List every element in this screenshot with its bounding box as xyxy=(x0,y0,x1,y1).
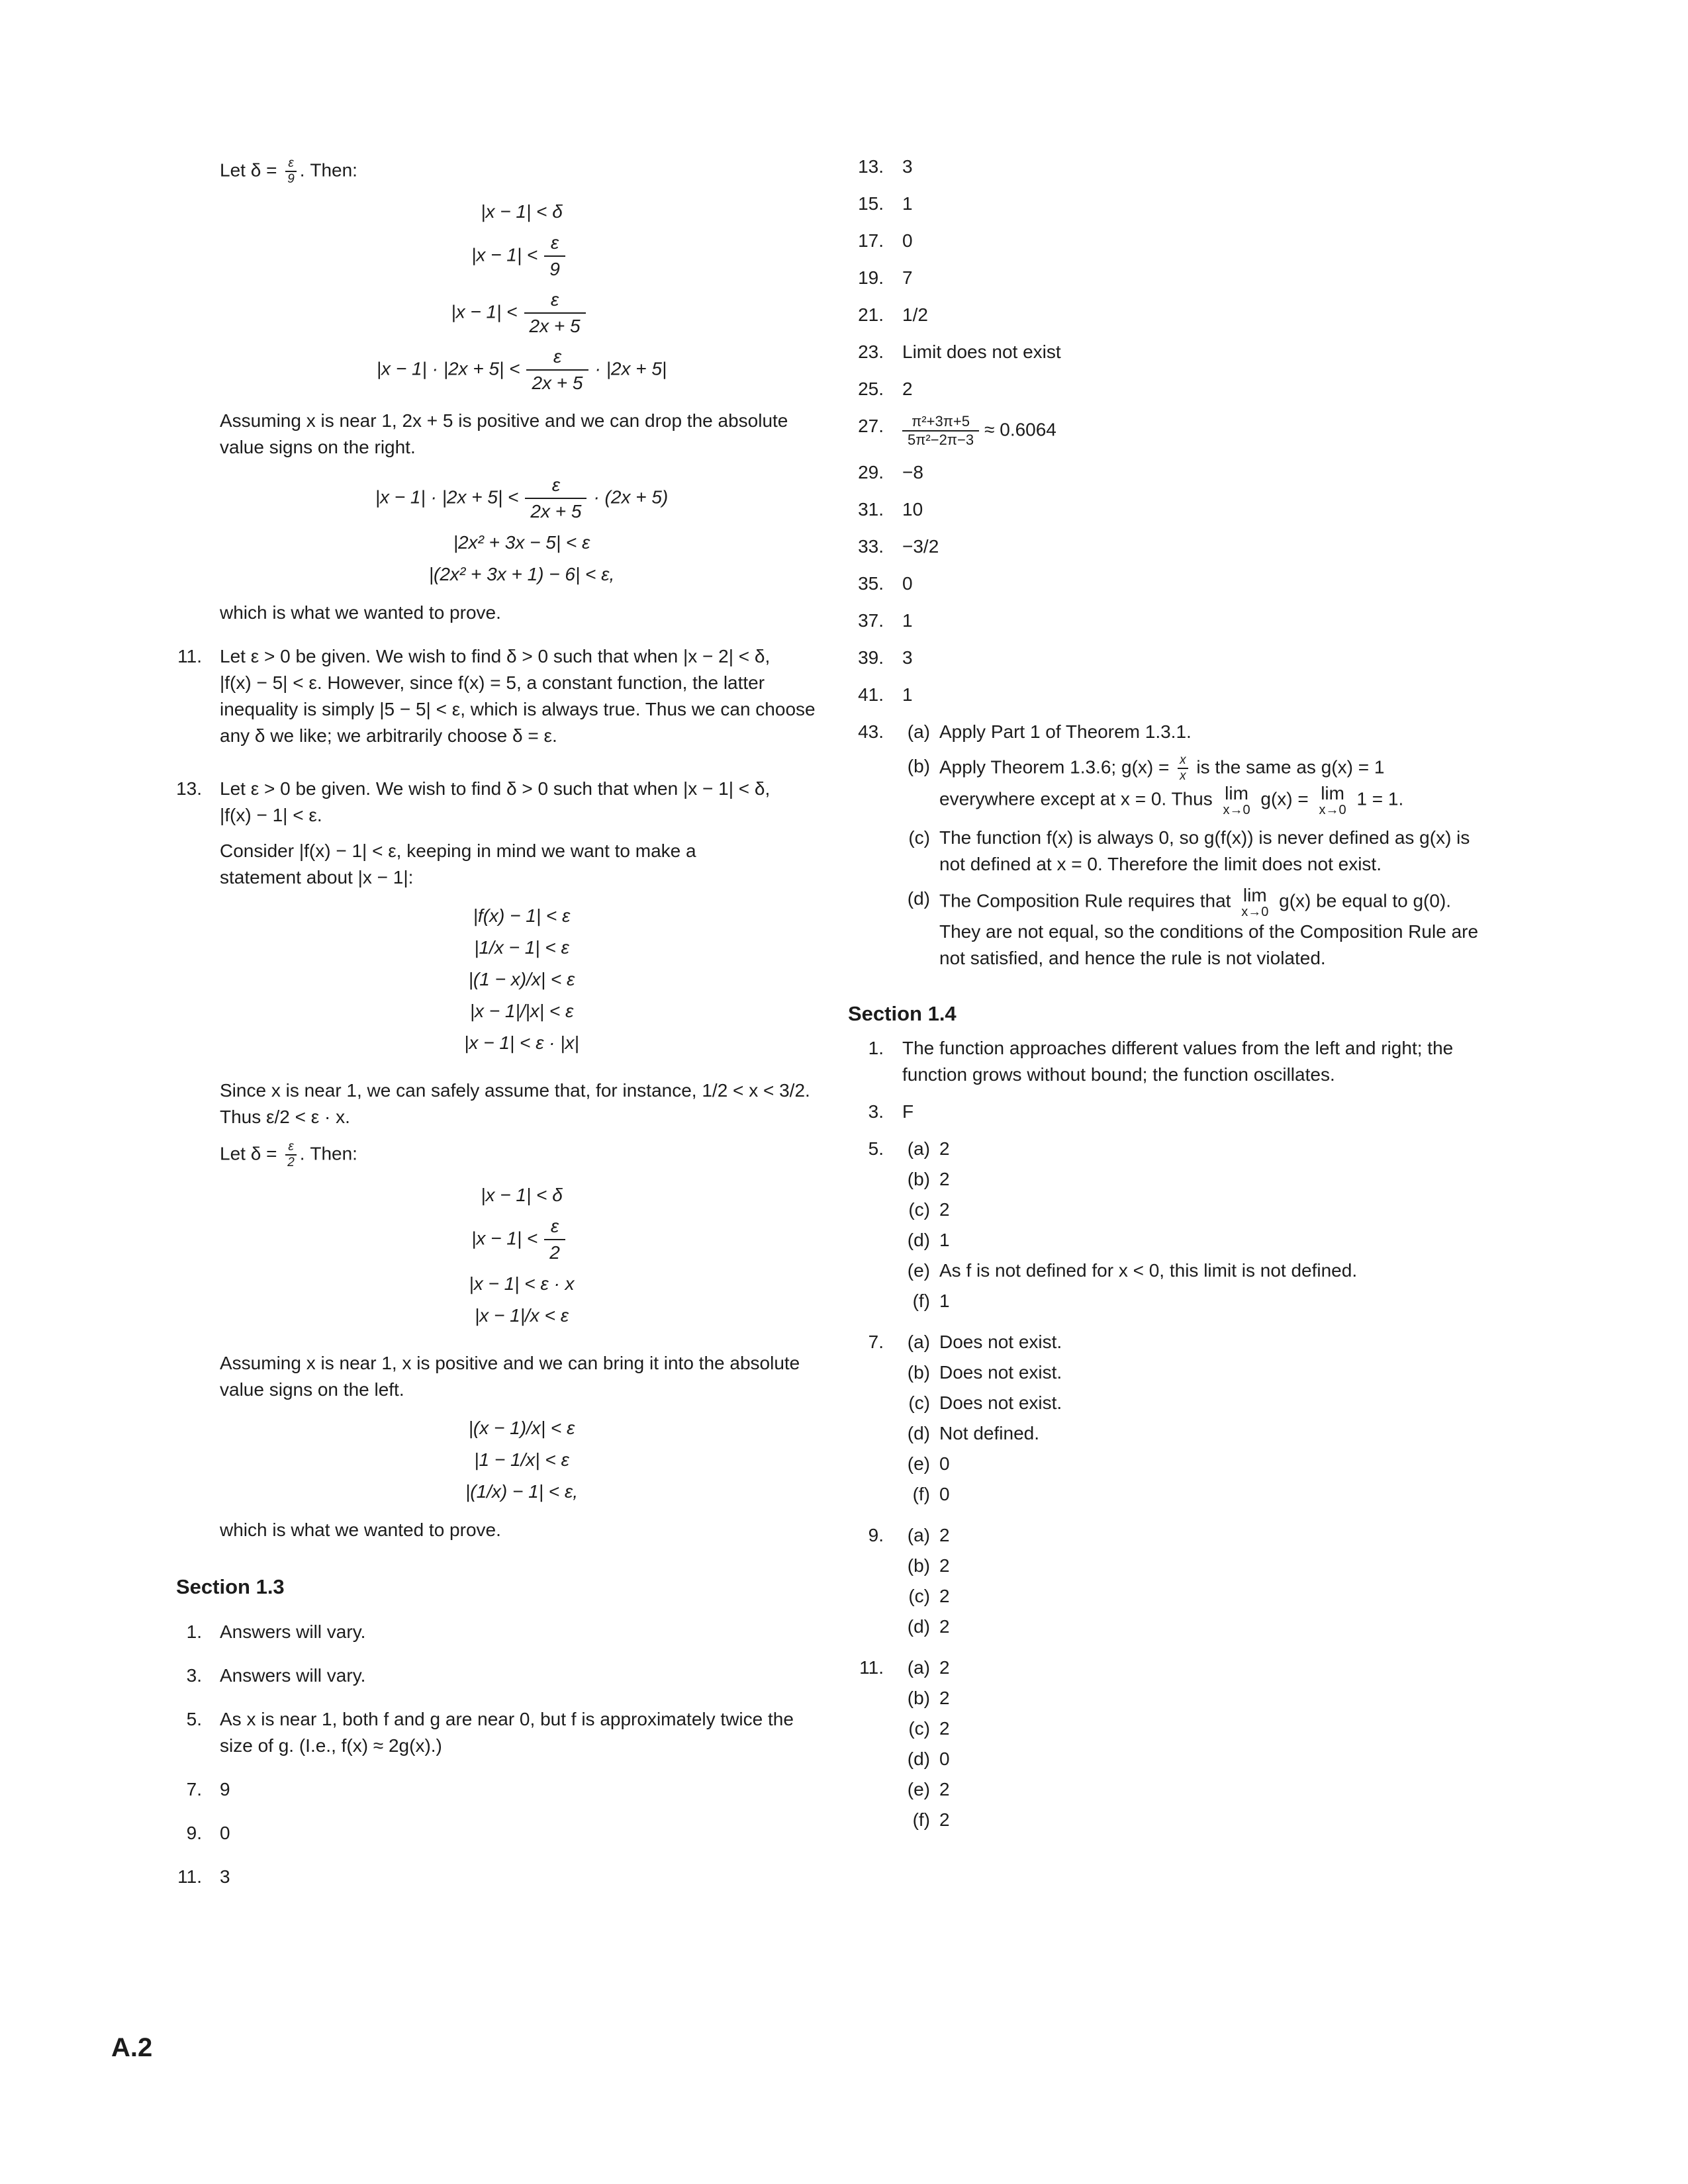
answer-text: 0 xyxy=(220,1823,230,1843)
item-number: 1. xyxy=(186,1621,202,1642)
equation-line: |x − 1| · |2x + 5| < $\frac{\varepsilon}{2x + 5}$ · |2x + 5| xyxy=(220,344,823,396)
sub-label: (c) xyxy=(908,1586,930,1606)
answer-item xyxy=(159,1706,827,1759)
item-number: 5. xyxy=(868,1138,884,1159)
sub-answer xyxy=(902,1746,1491,1772)
item-body xyxy=(902,1522,1491,1644)
item-number: 37. xyxy=(858,610,884,631)
sub-answer xyxy=(902,825,1491,878)
sub-answer xyxy=(902,1655,1491,1681)
answer-item xyxy=(831,608,1513,634)
sub-answer xyxy=(902,1329,1491,1355)
sub-text: 2 xyxy=(939,1586,950,1606)
sub-answer xyxy=(902,1390,1491,1416)
limit-subscript: x→0 xyxy=(1319,803,1346,817)
fraction-numerator: x xyxy=(1180,753,1186,767)
solution-paragraph: Let ε > 0 be given. We wish to find δ > 0 such that when |x − 2| < δ, |f(x) − 5| < ε. However, since f(x) = 5, a constant function, the latter inequality is simply |5 − 5| < ε, which is always true. Thus we can choose any δ we like; we arbitrarily choose δ = ε. xyxy=(220,646,816,746)
answer-item xyxy=(831,459,1513,486)
solution-paragraph: Assuming x is near 1, 2x + 5 is positive and we can drop the absolute value signs on the right. xyxy=(220,410,788,457)
item-number: 7. xyxy=(868,1332,884,1352)
item-number: 25. xyxy=(858,379,884,399)
fraction-denominator: 2x + 5 xyxy=(525,498,586,524)
sub-label: (d) xyxy=(907,1230,930,1250)
equation-line: |2x² + 3x − 5| < ε xyxy=(453,532,590,553)
fraction-numerator: ε xyxy=(550,1216,559,1236)
fraction-denominator: 9 xyxy=(544,255,565,282)
fraction xyxy=(544,230,565,282)
limit-stack xyxy=(1223,784,1250,817)
sub-answer xyxy=(902,1288,1491,1314)
fraction-denominator: 2 xyxy=(285,1154,297,1170)
item-body xyxy=(902,719,1491,979)
fraction xyxy=(544,1214,565,1265)
equation-line: |x − 1| < ε · |x| xyxy=(464,1032,579,1053)
sub-answer xyxy=(902,1715,1491,1742)
fraction-denominator: 5π²−2π−3 xyxy=(902,430,979,449)
solution-paragraph: Let ε > 0 be given. We wish to find δ > 0 such that when |x − 1| < δ, |f(x) − 1| < ε. xyxy=(220,778,771,825)
sub-answer xyxy=(902,1583,1491,1610)
answer-text: −8 xyxy=(902,462,923,482)
limit-subscript: x→0 xyxy=(1241,905,1269,919)
sub-answer xyxy=(902,1451,1491,1477)
sub-answer xyxy=(902,1136,1491,1162)
sub-answer xyxy=(902,1227,1491,1253)
answer-text: 3 xyxy=(902,647,913,668)
sub-answer xyxy=(902,1420,1491,1447)
limit-word: lim xyxy=(1321,783,1344,803)
equation-line: |(x − 1)/x| < ε xyxy=(468,1418,575,1438)
item-number: 7. xyxy=(186,1779,202,1799)
item-number: 5. xyxy=(186,1709,202,1729)
solution-paragraph: Assuming x is near 1, x is positive and we can bring it into the absolute value signs on the left. xyxy=(220,1353,800,1400)
item-number: 31. xyxy=(858,499,884,520)
item-number: 23. xyxy=(858,341,884,362)
sub-label: (a) xyxy=(907,1525,930,1545)
sub-text: 2 xyxy=(939,1657,950,1678)
answer-text: 0 xyxy=(902,230,913,251)
item-number: 41. xyxy=(858,684,884,705)
fraction xyxy=(902,413,979,449)
answer-item xyxy=(831,1522,1513,1644)
equation-line: |x − 1| < $\frac{\varepsilon}{2x + 5}$ xyxy=(220,287,823,339)
answer-text: 3 xyxy=(902,156,913,177)
item-number: 27. xyxy=(858,416,884,436)
fraction-numerator: ε xyxy=(288,1140,294,1154)
equation-line: |x − 1| < ε · x xyxy=(469,1273,575,1294)
answer-text: 1 xyxy=(902,610,913,631)
section-heading: Section 1.4 xyxy=(848,1002,957,1025)
fraction-numerator: π²+3π+5 xyxy=(912,413,970,430)
sub-text: 2 xyxy=(939,1555,950,1576)
answer-text: F xyxy=(902,1101,914,1122)
answer-text: 1 xyxy=(902,193,913,214)
answer-item xyxy=(831,719,1513,979)
sub-text: 2 xyxy=(939,1199,950,1220)
sub-label: (b) xyxy=(907,1555,930,1576)
inline-fraction xyxy=(285,1140,297,1170)
answer-text: The function approaches different values from the left and right; the function grows without bound; the function oscillates. xyxy=(902,1038,1454,1085)
sub-answer xyxy=(902,1807,1491,1833)
item-number: 35. xyxy=(858,573,884,594)
sub-text: Does not exist. xyxy=(939,1332,1062,1352)
answer-item xyxy=(831,496,1513,523)
item-number: 39. xyxy=(858,647,884,668)
sub-label: (f) xyxy=(912,1291,930,1311)
sub-label: (a) xyxy=(907,721,930,742)
sub-text: 2 xyxy=(939,1809,950,1830)
fraction-numerator: ε xyxy=(553,346,562,367)
sub-answer xyxy=(902,1685,1491,1711)
answer-item xyxy=(159,1776,827,1803)
equation-group xyxy=(220,903,823,1056)
equation-group xyxy=(220,1415,823,1505)
sub-label: (e) xyxy=(907,1260,930,1281)
item-number: 3. xyxy=(186,1665,202,1686)
item-number: 21. xyxy=(858,304,884,325)
fraction-denominator: 9 xyxy=(285,171,297,187)
sub-label: (b) xyxy=(907,1688,930,1708)
answer-item xyxy=(159,1864,827,1890)
item-number: 43. xyxy=(858,721,884,742)
sub-label: (d) xyxy=(907,1423,930,1443)
answer-item xyxy=(831,376,1513,402)
sub-label: (b) xyxy=(907,1169,930,1189)
sub-answer xyxy=(902,719,1491,745)
sub-label: (b) xyxy=(907,756,930,776)
lead-line xyxy=(220,1140,823,1170)
answer-text: 3 xyxy=(220,1866,230,1887)
sub-label: (f) xyxy=(912,1484,930,1504)
answer-text: 9 xyxy=(220,1779,230,1799)
sub-label: (c) xyxy=(908,827,930,848)
sub-text: Not defined. xyxy=(939,1423,1039,1443)
fraction xyxy=(526,344,588,396)
sub-label: (a) xyxy=(907,1657,930,1678)
sub-answer xyxy=(902,1197,1491,1223)
equation-group xyxy=(220,473,823,588)
answer-item xyxy=(831,1035,1513,1088)
sub-label: (d) xyxy=(907,1749,930,1769)
item-number: 19. xyxy=(858,267,884,288)
left-column xyxy=(159,147,827,1890)
sub-text: 1 xyxy=(939,1291,950,1311)
item-body xyxy=(902,1655,1491,1837)
sub-text: The function f(x) is always 0, so g(f(x)) is never defined as g(x) is not defined at x = 0. Therefore the limit does not exist. xyxy=(939,827,1470,874)
sub-answer xyxy=(902,1481,1491,1508)
answer-item xyxy=(831,154,1513,180)
fraction-numerator: ε xyxy=(551,475,561,495)
item-body xyxy=(902,1136,1491,1318)
answer-item xyxy=(831,1655,1513,1837)
item-number: 17. xyxy=(858,230,884,251)
sub-answer xyxy=(902,886,1491,972)
equation-line: |(1 − x)/x| < ε xyxy=(468,969,575,989)
answer-item xyxy=(831,339,1513,365)
sub-text: As f is not defined for x < 0, this limit is not defined. xyxy=(939,1260,1358,1281)
sub-label: (b) xyxy=(907,1362,930,1383)
item-body xyxy=(902,1329,1491,1512)
equation-group xyxy=(220,199,823,396)
sub-text: 2 xyxy=(939,1718,950,1739)
answer-text: 1/2 xyxy=(902,304,928,325)
sub-text: 2 xyxy=(939,1169,950,1189)
lead-text: Let δ = xyxy=(220,1143,277,1164)
equation-line: |(1/x) − 1| < ε, xyxy=(465,1481,579,1502)
inline-fraction xyxy=(285,156,297,187)
item-number: 9. xyxy=(186,1823,202,1843)
lead-text: . Then: xyxy=(299,159,357,181)
sub-answer xyxy=(902,1522,1491,1549)
sub-label: (e) xyxy=(907,1453,930,1474)
answer-text: Limit does not exist xyxy=(902,341,1061,362)
item-number: 13. xyxy=(176,778,202,799)
limit-stack xyxy=(1241,886,1268,919)
equation-group xyxy=(220,1182,823,1329)
lead-text: Let δ = xyxy=(220,159,277,181)
equation-line: |x − 1| < $\frac{\varepsilon}{2}$ xyxy=(220,1214,823,1265)
section-heading: Section 1.3 xyxy=(176,1575,285,1598)
sub-label: (d) xyxy=(907,1616,930,1637)
answer-item xyxy=(831,191,1513,217)
item-body xyxy=(220,776,823,1553)
right-column xyxy=(831,154,1513,1848)
answer-item xyxy=(831,228,1513,254)
answer-item xyxy=(831,570,1513,597)
answer-text: 7 xyxy=(902,267,913,288)
solution-paragraph: which is what we wanted to prove. xyxy=(220,1520,501,1540)
solution-paragraph: Since x is near 1, we can safely assume that, for instance, 1/2 < x < 3/2. Thus ε/2 < ε · x. xyxy=(220,1080,810,1127)
solution-paragraph: Consider |f(x) − 1| < ε, keeping in mind we want to make a statement about |x − 1|: xyxy=(220,841,696,887)
equation-line: |x − 1|/|x| < ε xyxy=(469,1001,574,1021)
item-number: 15. xyxy=(858,193,884,214)
answer-text: 10 xyxy=(902,499,923,520)
fraction xyxy=(524,287,586,339)
item-number: 11. xyxy=(859,1657,884,1678)
answer-item xyxy=(831,1329,1513,1512)
sub-text: 0 xyxy=(939,1484,950,1504)
fraction-denominator: x xyxy=(1178,768,1188,784)
lead-text: . Then: xyxy=(299,1143,357,1164)
answer-item xyxy=(159,1619,827,1645)
answer-item xyxy=(831,1099,1513,1125)
fraction-numerator: ε xyxy=(550,289,559,310)
answer-item xyxy=(159,1820,827,1846)
sub-label: (c) xyxy=(908,1392,930,1413)
sub-text: 2 xyxy=(939,1688,950,1708)
sub-answer xyxy=(902,1166,1491,1193)
equation-line: |1 − 1/x| < ε xyxy=(474,1449,569,1470)
equation-line: |1/x − 1| < ε xyxy=(474,937,569,958)
item-number: 29. xyxy=(858,462,884,482)
answer-text: $\frac{\text{π²+3π+5}}{\text{5π²−2π−3}}$ ≈ 0.6064 xyxy=(902,413,1491,449)
limit-subscript: x→0 xyxy=(1223,803,1250,817)
sub-label: (c) xyxy=(908,1199,930,1220)
sub-answer xyxy=(902,1614,1491,1640)
answer-text: Answers will vary. xyxy=(220,1621,366,1642)
answer-item xyxy=(159,776,827,1553)
sub-label: (a) xyxy=(907,1332,930,1352)
sub-text: Does not exist. xyxy=(939,1392,1062,1413)
answer-text: As x is near 1, both f and g are near 0, but f is approximately twice the size of g. (I.e., f(x) ≈ 2g(x).) xyxy=(220,1709,794,1756)
answer-item xyxy=(831,413,1513,449)
fraction-numerator: ε xyxy=(288,156,294,170)
inline-fraction xyxy=(1178,753,1188,784)
item-number: 33. xyxy=(858,536,884,557)
fraction-numerator: ε xyxy=(550,232,559,253)
sub-answer xyxy=(902,1553,1491,1579)
sub-text: 0 xyxy=(939,1453,950,1474)
fraction-denominator: 2x + 5 xyxy=(524,312,586,339)
sub-answer xyxy=(902,1257,1491,1284)
answer-item xyxy=(831,265,1513,291)
sub-label: (a) xyxy=(907,1138,930,1159)
answer-item xyxy=(831,645,1513,671)
equation-line: |(2x² + 3x + 1) − 6| < ε, xyxy=(428,564,615,584)
answer-text: 0 xyxy=(902,573,913,594)
limit-stack xyxy=(1319,784,1346,817)
sub-text: 2 xyxy=(939,1138,950,1159)
equation-line: |f(x) − 1| < ε xyxy=(473,905,571,926)
page-number: A.2 xyxy=(111,2033,153,2062)
item-number: 11. xyxy=(177,1866,202,1887)
item-body xyxy=(220,643,823,758)
sub-label: (e) xyxy=(907,1779,930,1799)
answer-item xyxy=(831,533,1513,560)
sub-label: (d) xyxy=(907,888,930,909)
answer-item xyxy=(831,682,1513,708)
equation-line: |x − 1| < $\frac{\varepsilon}{9}$ xyxy=(220,230,823,282)
sub-text: 2 xyxy=(939,1616,950,1637)
sub-answer xyxy=(902,1359,1491,1386)
equation-line: |x − 1| < δ xyxy=(481,1185,563,1205)
answer-item xyxy=(831,1136,1513,1318)
equation-line: |x − 1|/x < ε xyxy=(474,1305,569,1326)
sub-text: 2 xyxy=(939,1779,950,1799)
sub-label: (c) xyxy=(908,1718,930,1739)
answer-item xyxy=(159,1662,827,1689)
answer-item xyxy=(159,643,827,758)
item-number: 11. xyxy=(177,646,202,666)
item-number: 1. xyxy=(868,1038,884,1058)
limit-word: lim xyxy=(1243,885,1267,905)
answer-text: Answers will vary. xyxy=(220,1665,366,1686)
sub-answer xyxy=(902,753,1491,817)
sub-text: 0 xyxy=(939,1749,950,1769)
sub-answer xyxy=(902,1776,1491,1803)
answer-item xyxy=(831,302,1513,328)
sub-text: 1 xyxy=(939,1230,950,1250)
sub-text: The Composition Rule requires that lim x→0 g(x) be equal to g(0). They are not equal, so the conditions of the Composition Rule are not satisfied, and hence the rule is not violated. xyxy=(939,885,1479,968)
answer-text: −3/2 xyxy=(902,536,939,557)
sub-text: 2 xyxy=(939,1525,950,1545)
fraction xyxy=(525,473,586,524)
sub-text: Does not exist. xyxy=(939,1362,1062,1383)
lead-line xyxy=(220,156,823,187)
limit-word: lim xyxy=(1225,783,1248,803)
sub-text: Apply Part 1 of Theorem 1.3.1. xyxy=(939,721,1192,742)
equation-line: |x − 1| < δ xyxy=(481,201,563,222)
fraction-denominator: 2 xyxy=(544,1239,565,1265)
sub-label: (f) xyxy=(912,1809,930,1830)
fraction-denominator: 2x + 5 xyxy=(526,369,588,396)
equation-line: |x − 1| · |2x + 5| < $\frac{\varepsilon}{2x + 5}$ · (2x + 5) xyxy=(220,473,823,524)
sub-text: Apply Theorem 1.3.6; g(x) = $\frac{x}{x}$ is the same as g(x) = 1 everywhere except at x = 0. Thus lim x→0 g(x) = lim x→0 1 = 1. xyxy=(939,753,1404,817)
answer-text: 1 xyxy=(902,684,913,705)
item-number: 9. xyxy=(868,1525,884,1545)
item-number: 13. xyxy=(858,156,884,177)
item-number: 3. xyxy=(868,1101,884,1122)
answer-text: 2 xyxy=(902,379,913,399)
solution-continuation xyxy=(220,156,823,626)
solution-paragraph: which is what we wanted to prove. xyxy=(220,602,501,623)
